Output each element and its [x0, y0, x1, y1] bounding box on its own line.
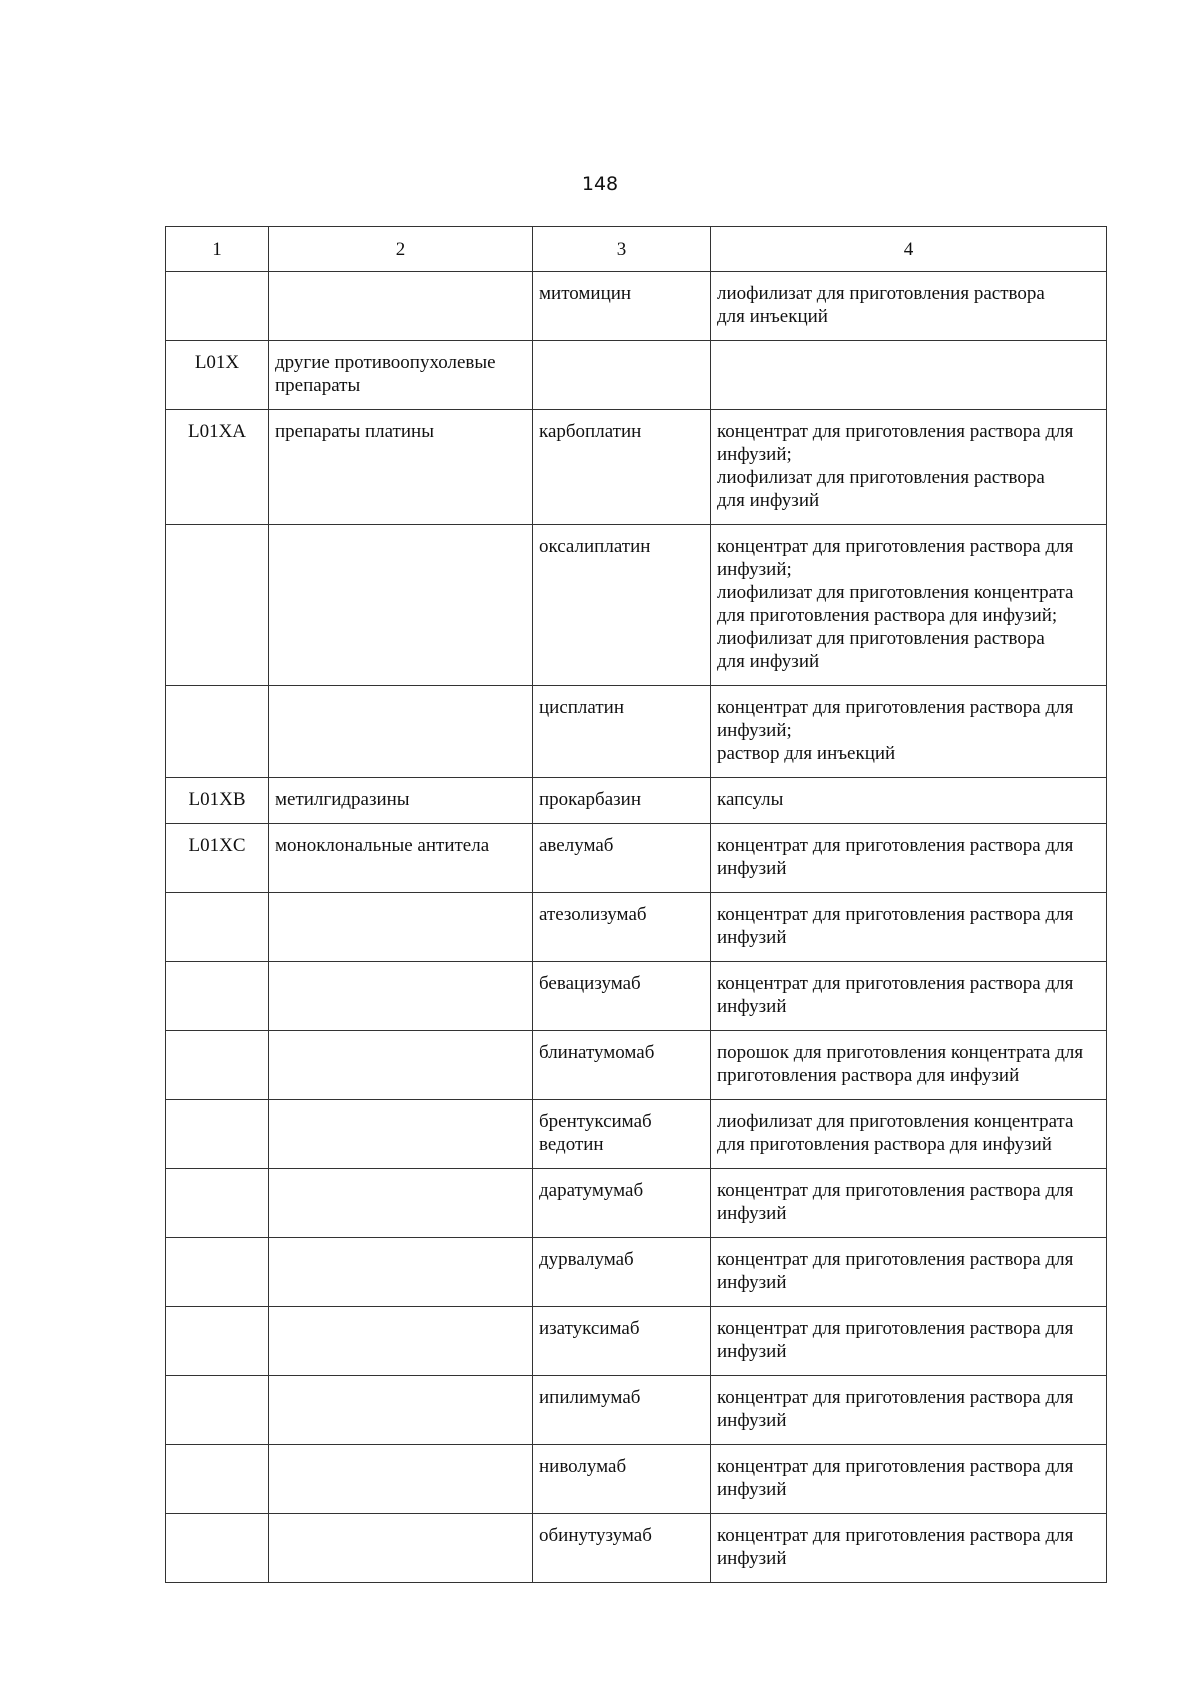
dosage-forms-cell: [711, 1169, 1107, 1238]
group-name-cell: [269, 1376, 533, 1445]
dosage-forms-cell: [711, 410, 1107, 525]
group-name-cell: моноклональные антитела: [269, 824, 533, 893]
dosage-forms-cell: [711, 1307, 1107, 1376]
dosage-forms-cell: [711, 272, 1107, 341]
table-row: [166, 824, 1107, 893]
table-row: [166, 410, 1107, 525]
atc-code-cell: [166, 1169, 269, 1238]
table-header-row: [166, 227, 1107, 272]
dosage-form-line: концентрат для приготовления раствора для инфузий: [717, 1456, 1074, 1500]
dosage-form-line: для инъекций: [717, 306, 828, 327]
atc-code-cell: L01XA: [166, 410, 269, 525]
dosage-form-line: концентрат для приготовления раствора для инфузий;: [717, 421, 1074, 465]
dosage-form-line: концентрат для приготовления раствора для инфузий: [717, 973, 1074, 1017]
atc-code-cell: [166, 1376, 269, 1445]
table-row: [166, 1514, 1107, 1583]
atc-code-cell: [166, 1307, 269, 1376]
group-name-cell: [269, 525, 533, 686]
table-row: [166, 1031, 1107, 1100]
group-name-cell: [269, 1445, 533, 1514]
header-cell-forms: 4: [711, 227, 1107, 272]
dosage-form-line: концентрат для приготовления раствора для инфузий: [717, 1318, 1074, 1362]
page-number: 148: [581, 173, 619, 195]
group-name-cell: [269, 1169, 533, 1238]
table-row: [166, 1169, 1107, 1238]
drug-name-cell: [533, 341, 711, 410]
table-row: [166, 778, 1107, 824]
dosage-form-line: концентрат для приготовления раствора для инфузий;: [717, 697, 1074, 741]
group-name-cell: метилгидразины: [269, 778, 533, 824]
drug-name-cell: изатуксимаб: [533, 1307, 711, 1376]
atc-code-cell: [166, 1514, 269, 1583]
table-row: [166, 1445, 1107, 1514]
atc-code-cell: L01X: [166, 341, 269, 410]
group-name-cell: [269, 272, 533, 341]
table-row: [166, 341, 1107, 410]
dosage-form-line: концентрат для приготовления раствора для инфузий: [717, 835, 1074, 879]
group-name-cell: [269, 962, 533, 1031]
drug-table: [165, 226, 1107, 1583]
table-row: [166, 1376, 1107, 1445]
drug-name-cell: бевацизумаб: [533, 962, 711, 1031]
dosage-forms-cell: [711, 341, 1107, 410]
dosage-forms-cell: [711, 1445, 1107, 1514]
table-row: [166, 962, 1107, 1031]
dosage-forms-cell: [711, 1514, 1107, 1583]
atc-code-cell: [166, 1100, 269, 1169]
dosage-form-line: для инфузий: [717, 490, 820, 511]
dosage-forms-cell: [711, 962, 1107, 1031]
dosage-form-line: концентрат для приготовления раствора для инфузий: [717, 1249, 1074, 1293]
table-body: [166, 227, 1107, 1583]
dosage-form-line: концентрат для приготовления раствора для инфузий: [717, 904, 1074, 948]
drug-name-cell: карбоплатин: [533, 410, 711, 525]
drug-name-cell: ипилимумаб: [533, 1376, 711, 1445]
dosage-form-line: концентрат для приготовления раствора для инфузий: [717, 1180, 1074, 1224]
dosage-form-line: лиофилизат для приготовления раствора: [717, 283, 1045, 304]
drug-name-cell: оксалиплатин: [533, 525, 711, 686]
dosage-forms-cell: [711, 1100, 1107, 1169]
group-name-cell: [269, 1514, 533, 1583]
dosage-forms-cell: [711, 525, 1107, 686]
table-row: [166, 893, 1107, 962]
table-row: [166, 686, 1107, 778]
dosage-forms-cell: [711, 778, 1107, 824]
drug-name-cell: прокарбазин: [533, 778, 711, 824]
header-cell-code: 1: [166, 227, 269, 272]
atc-code-cell: [166, 893, 269, 962]
dosage-form-line: для инфузий: [717, 651, 820, 672]
drug-name-cell: блинатумомаб: [533, 1031, 711, 1100]
dosage-form-line: раствор для инъекций: [717, 743, 896, 764]
table-row: [166, 1307, 1107, 1376]
drug-name-cell: дурвалумаб: [533, 1238, 711, 1307]
drug-name-cell: даратумумаб: [533, 1169, 711, 1238]
drug-name-cell: цисплатин: [533, 686, 711, 778]
dosage-form-line: концентрат для приготовления раствора для инфузий: [717, 1525, 1074, 1569]
dosage-form-line: лиофилизат для приготовления концентрата для приготовления раствора для инфузий;: [717, 582, 1074, 626]
group-name-cell: [269, 1238, 533, 1307]
atc-code-cell: [166, 1238, 269, 1307]
group-name-cell: другие противоопухолевые препараты: [269, 341, 533, 410]
dosage-forms-cell: [711, 1376, 1107, 1445]
drug-name-cell: авелумаб: [533, 824, 711, 893]
group-name-cell: [269, 1031, 533, 1100]
drug-name-cell: атезолизумаб: [533, 893, 711, 962]
atc-code-cell: [166, 272, 269, 341]
drug-name-cell: ниволумаб: [533, 1445, 711, 1514]
group-name-cell: [269, 1307, 533, 1376]
dosage-form-line: лиофилизат для приготовления раствора: [717, 467, 1045, 488]
drug-name-cell: митомицин: [533, 272, 711, 341]
dosage-form-line: лиофилизат для приготовления раствора: [717, 628, 1045, 649]
group-name-cell: [269, 893, 533, 962]
dosage-forms-cell: [711, 1238, 1107, 1307]
atc-code-cell: [166, 525, 269, 686]
dosage-form-line: концентрат для приготовления раствора для инфузий;: [717, 536, 1074, 580]
dosage-form-line: порошок для приготовления концентрата для приготовления раствора для инфузий: [717, 1042, 1084, 1086]
table-row: [166, 525, 1107, 686]
dosage-form-line: капсулы: [717, 789, 784, 810]
atc-code-cell: L01XC: [166, 824, 269, 893]
drug-name-cell: брентуксимаб ведотин: [533, 1100, 711, 1169]
atc-code-cell: L01XB: [166, 778, 269, 824]
atc-code-cell: [166, 686, 269, 778]
group-name-cell: препараты платины: [269, 410, 533, 525]
group-name-cell: [269, 1100, 533, 1169]
drug-name-cell: обинутузумаб: [533, 1514, 711, 1583]
dosage-forms-cell: [711, 893, 1107, 962]
dosage-forms-cell: [711, 686, 1107, 778]
group-name-cell: [269, 686, 533, 778]
table-row: [166, 272, 1107, 341]
header-cell-group: 2: [269, 227, 533, 272]
header-cell-drug: 3: [533, 227, 711, 272]
atc-code-cell: [166, 1445, 269, 1514]
dosage-form-line: концентрат для приготовления раствора для инфузий: [717, 1387, 1074, 1431]
table-row: [166, 1100, 1107, 1169]
atc-code-cell: [166, 1031, 269, 1100]
atc-code-cell: [166, 962, 269, 1031]
table-row: [166, 1238, 1107, 1307]
dosage-forms-cell: [711, 824, 1107, 893]
dosage-form-line: лиофилизат для приготовления концентрата для приготовления раствора для инфузий: [717, 1111, 1074, 1155]
dosage-forms-cell: [711, 1031, 1107, 1100]
